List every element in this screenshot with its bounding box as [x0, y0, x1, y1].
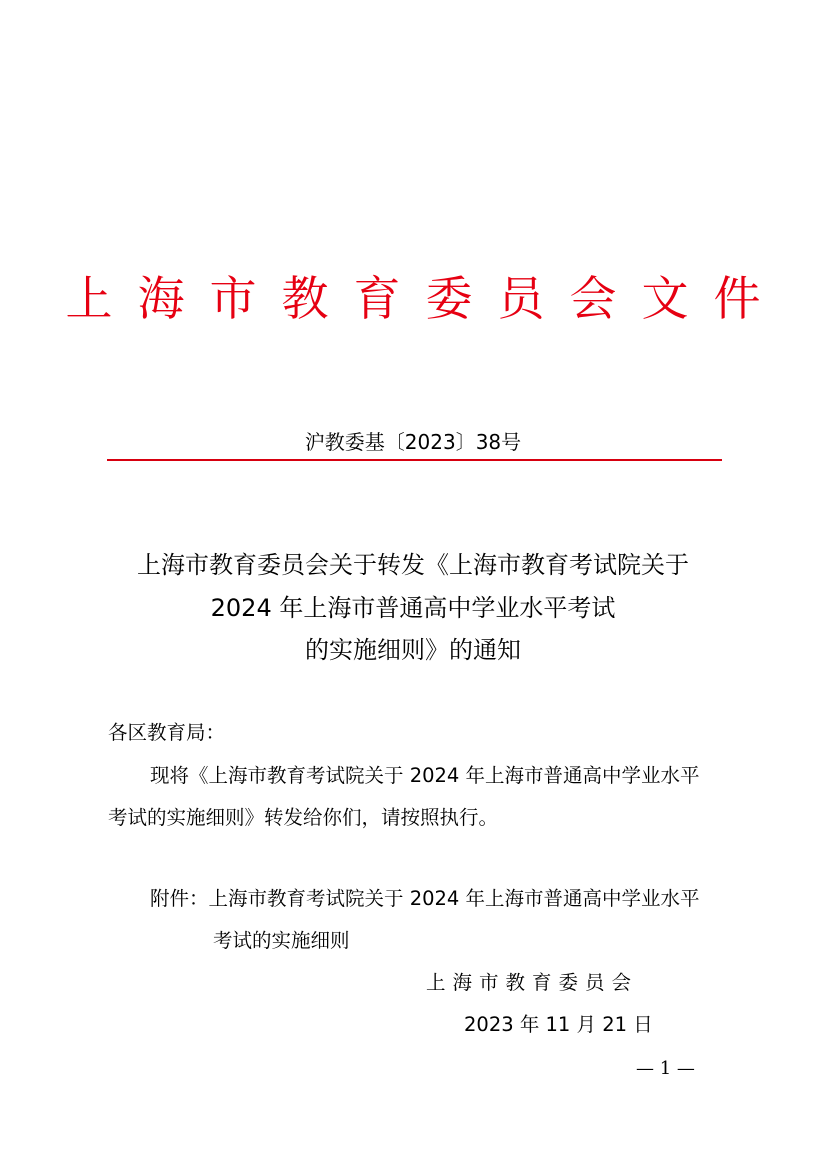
document-masthead: 上海市教育委员会文件: [65, 272, 786, 327]
attachment-line-1: 附件：上海市教育考试院关于 2024 年上海市普通高中学业水平: [150, 887, 700, 910]
salutation: 各区教育局：: [108, 721, 226, 744]
issuing-authority: 上海市教育委员会: [426, 971, 639, 994]
body-paragraph-line-2: 考试的实施细则》转发给你们，请按照执行。: [108, 806, 499, 829]
red-divider-line: [107, 459, 722, 461]
issue-date: 2023 年 11 月 21 日: [464, 1013, 653, 1036]
title-line-1: 上海市教育委员会关于转发《上海市教育考试院关于: [137, 551, 689, 579]
body-paragraph-line-1: 现将《上海市教育考试院关于 2024 年上海市普通高中学业水平: [150, 764, 700, 787]
attachment-line-2: 考试的实施细则: [213, 929, 350, 952]
title-line-3: 的实施细则》的通知: [305, 636, 521, 664]
document-number: 沪教委基〔2023〕38号: [304, 430, 522, 454]
title-line-2: 2024 年上海市普通高中学业水平考试: [210, 594, 616, 622]
page-number: — 1 —: [636, 1058, 695, 1079]
